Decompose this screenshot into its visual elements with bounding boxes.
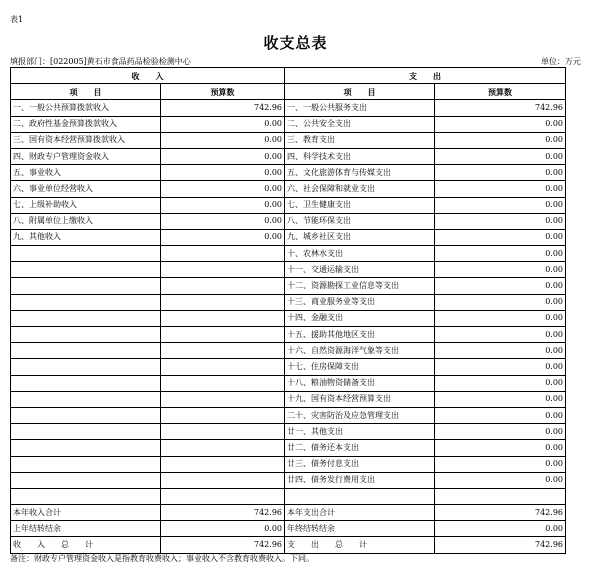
expense-item-header: 项 目 — [285, 84, 435, 100]
income-budget-cell: 0.00 — [161, 148, 285, 164]
income-item-cell — [11, 472, 161, 488]
income-item-cell: 上年结转结余 — [11, 521, 161, 537]
expense-item-cell: 年终结转结余 — [285, 521, 435, 537]
income-item-cell — [11, 440, 161, 456]
expense-budget-cell: 0.00 — [435, 343, 566, 359]
income-item-cell — [11, 343, 161, 359]
table-row — [11, 407, 566, 423]
expense-budget-cell: 0.00 — [435, 472, 566, 488]
income-budget-cell: 742.96 — [161, 537, 285, 553]
expense-budget-cell: 0.00 — [435, 424, 566, 440]
expense-item-cell: 四、科学技术支出 — [285, 148, 435, 164]
income-item-cell: 五、事业收入 — [11, 165, 161, 181]
income-budget-cell: 0.00 — [161, 229, 285, 245]
income-item-cell — [11, 246, 161, 262]
income-budget-cell: 0.00 — [161, 132, 285, 148]
expense-item-cell: 廿四、债务发行费用支出 — [285, 472, 435, 488]
expense-budget-cell: 0.00 — [435, 246, 566, 262]
income-budget-cell — [161, 327, 285, 343]
expense-item-cell: 七、卫生健康支出 — [285, 197, 435, 213]
expense-budget-cell: 0.00 — [435, 262, 566, 278]
income-budget-cell — [161, 278, 285, 294]
income-budget-cell — [161, 424, 285, 440]
expense-budget-cell: 0.00 — [435, 310, 566, 326]
income-item-cell — [11, 310, 161, 326]
expense-budget-cell: 742.96 — [435, 505, 566, 521]
expense-budget-cell: 0.00 — [435, 391, 566, 407]
income-budget-cell — [161, 440, 285, 456]
table-row — [11, 440, 566, 456]
income-item-cell: 三、国有资本经营预算拨款收入 — [11, 132, 161, 148]
report-meta — [10, 56, 581, 67]
blank-cell — [11, 488, 161, 504]
table-row — [11, 181, 566, 197]
filing-department: 填报部门：[022005]黄石市食品药品检验检测中心 — [10, 57, 191, 66]
income-item-cell: 收 入 总 计 — [11, 537, 161, 553]
expense-budget-cell: 742.96 — [435, 100, 566, 116]
expense-item-cell: 二十、灾害防治及应急管理支出 — [285, 407, 435, 423]
income-item-cell: 八、附属单位上缴收入 — [11, 213, 161, 229]
expense-budget-cell: 0.00 — [435, 294, 566, 310]
total-row — [11, 505, 566, 521]
expense-budget-cell: 0.00 — [435, 229, 566, 245]
expense-budget-cell: 0.00 — [435, 165, 566, 181]
table-row — [11, 310, 566, 326]
expense-budget-cell: 0.00 — [435, 521, 566, 537]
expense-item-cell: 十六、自然资源海洋气象等支出 — [285, 343, 435, 359]
income-header: 收 入 — [11, 68, 285, 84]
table-row — [11, 213, 566, 229]
expense-item-cell: 十、农林水支出 — [285, 246, 435, 262]
expense-item-cell: 十五、援助其他地区支出 — [285, 327, 435, 343]
expense-item-cell: 十一、交通运输支出 — [285, 262, 435, 278]
income-item-cell: 二、政府性基金预算拨款收入 — [11, 116, 161, 132]
table-row — [11, 100, 566, 116]
expense-budget-cell: 0.00 — [435, 278, 566, 294]
table-row — [11, 424, 566, 440]
table-row — [11, 132, 566, 148]
income-budget-cell — [161, 472, 285, 488]
income-budget-cell — [161, 294, 285, 310]
expense-item-cell: 廿一、其他支出 — [285, 424, 435, 440]
income-item-cell — [11, 262, 161, 278]
expense-budget-cell: 0.00 — [435, 440, 566, 456]
table-row — [11, 148, 566, 164]
table-body — [11, 100, 566, 553]
expense-budget-cell: 0.00 — [435, 359, 566, 375]
income-item-cell — [11, 407, 161, 423]
expense-budget-cell: 0.00 — [435, 456, 566, 472]
table-row — [11, 343, 566, 359]
expense-item-cell: 三、教育支出 — [285, 132, 435, 148]
income-item-cell — [11, 456, 161, 472]
total-row — [11, 521, 566, 537]
total-row — [11, 537, 566, 553]
income-item-cell — [11, 359, 161, 375]
table-row — [11, 375, 566, 391]
income-budget-cell — [161, 375, 285, 391]
blank-cell — [285, 488, 435, 504]
table-row — [11, 197, 566, 213]
income-budget-header: 预算数 — [161, 84, 285, 100]
expense-budget-cell: 742.96 — [435, 537, 566, 553]
table-row — [11, 116, 566, 132]
expense-item-cell: 本年支出合计 — [285, 505, 435, 521]
table-row — [11, 327, 566, 343]
expense-budget-cell: 0.00 — [435, 116, 566, 132]
expense-item-cell: 九、城乡社区支出 — [285, 229, 435, 245]
income-budget-cell — [161, 407, 285, 423]
income-budget-cell — [161, 456, 285, 472]
income-item-cell: 本年收入合计 — [11, 505, 161, 521]
income-item-cell: 六、事业单位经营收入 — [11, 181, 161, 197]
income-item-cell: 四、财政专户管理资金收入 — [11, 148, 161, 164]
income-budget-cell: 0.00 — [161, 213, 285, 229]
table-row — [11, 165, 566, 181]
blank-row — [11, 488, 566, 504]
expense-item-cell: 十九、国有资本经营预算支出 — [285, 391, 435, 407]
table-row — [11, 456, 566, 472]
income-item-cell — [11, 424, 161, 440]
income-item-cell — [11, 294, 161, 310]
footnote: 备注：财政专户管理资金收入是指教育收费收入；事业收入不含教育收费收入。下同。 — [10, 554, 314, 563]
income-item-cell — [11, 278, 161, 294]
expense-item-cell: 一、一般公共服务支出 — [285, 100, 435, 116]
income-budget-cell: 0.00 — [161, 521, 285, 537]
expense-item-cell: 六、社会保障和就业支出 — [285, 181, 435, 197]
table-number: 表1 — [10, 15, 24, 24]
table-row — [11, 278, 566, 294]
income-budget-cell — [161, 343, 285, 359]
expense-item-cell: 廿二、债务还本支出 — [285, 440, 435, 456]
table-row — [11, 359, 566, 375]
expense-budget-cell: 0.00 — [435, 132, 566, 148]
expense-budget-cell: 0.00 — [435, 375, 566, 391]
income-budget-cell: 0.00 — [161, 181, 285, 197]
expense-budget-cell: 0.00 — [435, 148, 566, 164]
income-item-cell: 一、一般公共预算拨款收入 — [11, 100, 161, 116]
blank-cell — [161, 488, 285, 504]
expense-header: 支 出 — [285, 68, 566, 84]
expense-budget-cell: 0.00 — [435, 181, 566, 197]
income-budget-cell — [161, 310, 285, 326]
income-item-cell: 九、其他收入 — [11, 229, 161, 245]
income-budget-cell: 0.00 — [161, 116, 285, 132]
expense-budget-header: 预算数 — [435, 84, 566, 100]
expense-budget-cell: 0.00 — [435, 407, 566, 423]
income-item-header: 项 目 — [11, 84, 161, 100]
income-budget-cell — [161, 246, 285, 262]
table-row — [11, 246, 566, 262]
table-row — [11, 229, 566, 245]
table-row — [11, 472, 566, 488]
expense-item-cell: 十七、住房保障支出 — [285, 359, 435, 375]
expense-item-cell: 十二、资源勘探工业信息等支出 — [285, 278, 435, 294]
blank-cell — [435, 488, 566, 504]
page-title: 收支总表 — [263, 34, 328, 52]
table-row — [11, 391, 566, 407]
income-budget-cell — [161, 359, 285, 375]
income-item-cell — [11, 375, 161, 391]
income-budget-cell: 0.00 — [161, 165, 285, 181]
expense-item-cell: 十三、商业服务业等支出 — [285, 294, 435, 310]
income-expense-table — [10, 67, 566, 554]
income-budget-cell: 0.00 — [161, 197, 285, 213]
expense-item-cell: 二、公共安全支出 — [285, 116, 435, 132]
expense-budget-cell: 0.00 — [435, 213, 566, 229]
expense-item-cell: 八、节能环保支出 — [285, 213, 435, 229]
currency-unit: 单位：万元 — [541, 57, 581, 66]
income-item-cell — [11, 327, 161, 343]
expense-item-cell: 五、文化旅游体育与传媒支出 — [285, 165, 435, 181]
table-row — [11, 262, 566, 278]
income-budget-cell: 742.96 — [161, 505, 285, 521]
expense-budget-cell: 0.00 — [435, 327, 566, 343]
expense-item-cell: 十四、金融支出 — [285, 310, 435, 326]
expense-budget-cell: 0.00 — [435, 197, 566, 213]
income-budget-cell — [161, 262, 285, 278]
income-budget-cell: 742.96 — [161, 100, 285, 116]
table-row — [11, 294, 566, 310]
income-item-cell — [11, 391, 161, 407]
expense-item-cell: 十八、粮油物资储备支出 — [285, 375, 435, 391]
expense-item-cell: 廿三、债务付息支出 — [285, 456, 435, 472]
expense-item-cell: 支 出 总 计 — [285, 537, 435, 553]
income-budget-cell — [161, 391, 285, 407]
income-item-cell: 七、上级补助收入 — [11, 197, 161, 213]
